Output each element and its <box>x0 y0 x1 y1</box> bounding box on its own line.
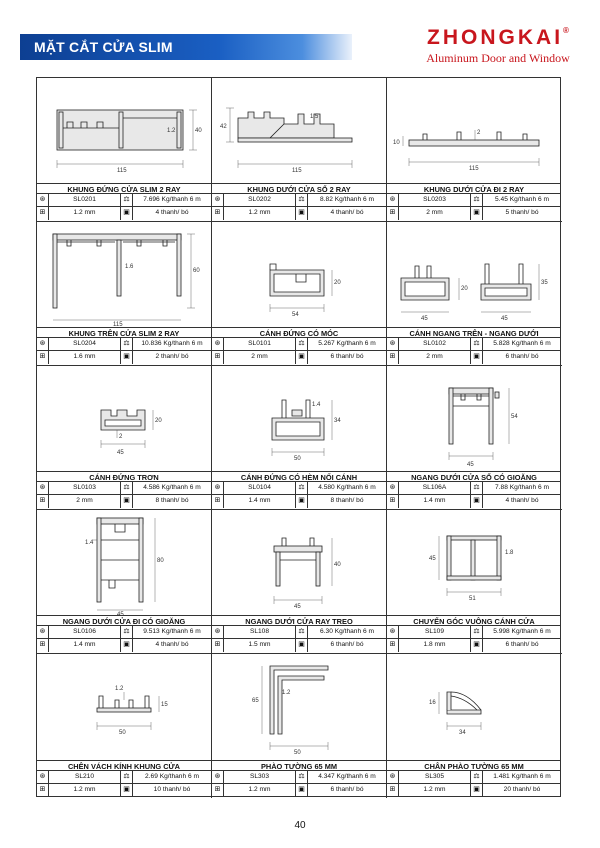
dim-label: 65 <box>252 698 259 704</box>
profile-catalog-grid <box>36 77 561 797</box>
bundle-box-icon: ▣ <box>121 495 133 508</box>
product-thickness: 1.4 mm <box>49 639 121 652</box>
scale-icon: ⚖ <box>296 626 308 638</box>
dim-label: 54 <box>292 312 299 318</box>
scale-icon: ⚖ <box>471 338 483 350</box>
product-name: NGANG DƯỚI CỬA SỔ CÓ GIOĂNG <box>387 471 561 482</box>
profile-drawing <box>212 222 386 328</box>
section-header-bar <box>20 34 352 60</box>
product-thickness: 1.2 mm <box>399 784 471 797</box>
dim-label: 50 <box>294 750 301 756</box>
product-weight: 5.45 Kg/thanh 6 m <box>495 196 549 203</box>
product-pack: 6 thanh/ bó <box>330 786 364 793</box>
product-pack: 5 thanh/ bó <box>505 209 539 216</box>
dim-label: 45 <box>421 316 428 322</box>
bundle-box-icon: ▣ <box>296 495 308 508</box>
product-weight: 7.696 Kg/thanh 6 m <box>143 196 201 203</box>
profile-drawing <box>212 654 386 760</box>
dim-label: 1.2 <box>167 128 176 134</box>
dim-label: 40 <box>334 562 341 568</box>
profile-card <box>37 510 212 654</box>
product-weight: 9.513 Kg/thanh 6 m <box>143 628 201 635</box>
scale-icon: ⚖ <box>121 626 133 638</box>
product-thickness: 1.4 mm <box>399 495 471 508</box>
product-pack: 4 thanh/ bó <box>155 209 189 216</box>
profile-drawing <box>37 510 211 616</box>
product-code: SL210 <box>49 771 121 783</box>
product-thickness: 1.6 mm <box>49 351 121 364</box>
zhongkai-logo-icon: ⊛ <box>37 482 49 494</box>
thickness-icon: ⊞ <box>37 639 49 652</box>
thickness-icon: ⊞ <box>387 495 399 508</box>
zhongkai-logo-icon: ⊛ <box>212 482 224 494</box>
dim-label: 45 <box>117 450 124 456</box>
spec-table <box>37 327 211 365</box>
profile-card <box>212 366 387 510</box>
spec-table <box>212 327 386 365</box>
spec-table <box>37 615 211 653</box>
profile-card <box>212 222 387 366</box>
spec-table <box>212 615 386 653</box>
profile-drawing <box>387 366 561 472</box>
dim-label: 54 <box>511 414 518 420</box>
product-pack: 6 thanh/ bó <box>330 353 364 360</box>
profile-card <box>387 510 562 654</box>
dim-label: 10 <box>393 140 400 146</box>
product-pack: 4 thanh/ bó <box>505 497 539 504</box>
profile-drawing <box>37 654 211 760</box>
spec-table <box>387 615 561 653</box>
dim-label: 20 <box>334 280 341 286</box>
section-title: MẶT CẮT CỬA SLIM <box>34 39 173 55</box>
spec-table <box>212 760 386 798</box>
registered-mark: ® <box>563 26 569 35</box>
profile-card <box>387 654 562 798</box>
dim-label: 40 <box>195 128 202 134</box>
scale-icon: ⚖ <box>296 771 308 783</box>
profile-drawing <box>387 654 561 760</box>
profile-drawing <box>212 510 386 616</box>
bundle-box-icon: ▣ <box>471 639 483 652</box>
product-pack: 6 thanh/ bó <box>505 353 539 360</box>
dim-label: 50 <box>119 730 126 736</box>
page-number: 40 <box>294 820 306 831</box>
bundle-box-icon: ▣ <box>471 495 483 508</box>
product-thickness: 1.8 mm <box>399 639 471 652</box>
product-code: SL108 <box>224 626 296 638</box>
zhongkai-logo-icon: ⊛ <box>387 338 399 350</box>
scale-icon: ⚖ <box>296 482 308 494</box>
product-weight: 10.836 Kg/thanh 6 m <box>141 340 203 347</box>
thickness-icon: ⊞ <box>212 784 224 797</box>
dim-label: 45 <box>467 462 474 468</box>
dim-label: 45 <box>117 612 124 616</box>
dim-label: 45 <box>429 556 436 562</box>
spec-table <box>387 183 561 221</box>
product-code: SL106A <box>399 482 471 494</box>
dim-label: 50 <box>294 456 301 462</box>
dim-label: 20 <box>155 418 162 424</box>
zhongkai-logo-icon: ⊛ <box>212 771 224 783</box>
dim-label: 1.2 <box>115 686 124 692</box>
thickness-icon: ⊞ <box>387 639 399 652</box>
product-code: SL0102 <box>399 338 471 350</box>
product-name: CHÂN PHÀO TƯỜNG 65 MM <box>387 760 561 771</box>
product-name: CÁNH ĐỨNG TRƠN <box>37 471 211 482</box>
dim-label: 115 <box>469 166 479 172</box>
product-thickness: 2 mm <box>224 351 296 364</box>
zhongkai-logo-icon: ⊛ <box>37 194 49 206</box>
dim-label: 42 <box>220 124 227 130</box>
thickness-icon: ⊞ <box>37 207 49 220</box>
zhongkai-logo-icon: ⊛ <box>387 771 399 783</box>
zhongkai-logo-icon: ⊛ <box>37 338 49 350</box>
profile-card <box>37 78 212 222</box>
bundle-box-icon: ▣ <box>296 207 308 220</box>
zhongkai-logo-icon: ⊛ <box>212 626 224 638</box>
product-code: SL0104 <box>224 482 296 494</box>
profile-drawing <box>212 78 386 184</box>
spec-table <box>212 183 386 221</box>
spec-table <box>212 471 386 509</box>
profile-card <box>37 654 212 798</box>
product-pack: 6 thanh/ bó <box>330 641 364 648</box>
scale-icon: ⚖ <box>121 482 133 494</box>
thickness-icon: ⊞ <box>387 351 399 364</box>
dim-label: 1.8 <box>505 550 514 556</box>
product-weight: 5.267 Kg/thanh 6 m <box>318 340 376 347</box>
product-name: CÁNH NGANG TRÊN - NGANG DƯỚI <box>387 327 561 338</box>
bundle-box-icon: ▣ <box>121 207 133 220</box>
spec-table <box>37 183 211 221</box>
brand-name: ZHONGKAI <box>427 26 564 49</box>
scale-icon: ⚖ <box>471 482 483 494</box>
brand-tagline: Aluminum Door and Window <box>426 51 570 65</box>
bundle-box-icon: ▣ <box>471 207 483 220</box>
product-weight: 5.998 Kg/thanh 6 m <box>493 628 551 635</box>
product-pack: 4 thanh/ bó <box>155 641 189 648</box>
dim-label: 1.4 <box>312 402 321 408</box>
bundle-box-icon: ▣ <box>296 784 308 797</box>
profile-card <box>212 78 387 222</box>
product-weight: 8.82 Kg/thanh 6 m <box>320 196 374 203</box>
dim-label: 2 <box>119 434 123 440</box>
dim-label: 15 <box>161 702 168 708</box>
product-code: SL0204 <box>49 338 121 350</box>
thickness-icon: ⊞ <box>387 207 399 220</box>
thickness-icon: ⊞ <box>212 495 224 508</box>
dim-label: 115 <box>292 168 302 174</box>
product-weight: 2.69 Kg/thanh 6 m <box>145 773 199 780</box>
dim-label: 1.2 <box>282 690 291 696</box>
product-name: NGANG DƯỚI CỬA ĐI CÓ GIOĂNG <box>37 615 211 626</box>
product-code: SL0201 <box>49 194 121 206</box>
product-pack: 6 thanh/ bó <box>505 641 539 648</box>
bundle-box-icon: ▣ <box>296 639 308 652</box>
product-code: SL303 <box>224 771 296 783</box>
dim-label: 16 <box>429 700 436 706</box>
scale-icon: ⚖ <box>471 194 483 206</box>
product-code: SL0103 <box>49 482 121 494</box>
product-code: SL0101 <box>224 338 296 350</box>
dim-label: 1.4 <box>85 540 94 546</box>
product-thickness: 1.2 mm <box>49 207 121 220</box>
dim-label: 51 <box>469 596 476 602</box>
thickness-icon: ⊞ <box>37 784 49 797</box>
product-thickness: 1.2 mm <box>224 784 296 797</box>
spec-table <box>387 760 561 798</box>
thickness-icon: ⊞ <box>212 639 224 652</box>
spec-table <box>387 471 561 509</box>
product-weight: 4.586 Kg/thanh 6 m <box>143 484 201 491</box>
product-name: CÁNH ĐỨNG CÓ MÓC <box>212 327 386 338</box>
profile-card <box>212 510 387 654</box>
product-code: SL0202 <box>224 194 296 206</box>
bundle-box-icon: ▣ <box>471 351 483 364</box>
dim-label: 60 <box>193 268 200 274</box>
product-code: SL0106 <box>49 626 121 638</box>
product-name: CHÊN VÁCH KÍNH KHUNG CỬA <box>37 760 211 771</box>
product-thickness: 1.5 mm <box>224 639 296 652</box>
product-weight: 5.828 Kg/thanh 6 m <box>493 340 551 347</box>
bundle-box-icon: ▣ <box>121 639 133 652</box>
product-weight: 4.580 Kg/thanh 6 m <box>318 484 376 491</box>
dim-label: 45 <box>294 604 301 610</box>
zhongkai-logo-icon: ⊛ <box>387 482 399 494</box>
product-name: KHUNG DƯỚI CỬA ĐI 2 RAY <box>387 183 561 194</box>
product-name: CHUYỂN GÓC VUÔNG CÁNH CỬA <box>387 615 561 626</box>
profile-drawing <box>212 366 386 472</box>
profile-drawing <box>387 222 561 328</box>
dim-label: 20 <box>461 286 468 292</box>
profile-card <box>37 222 212 366</box>
product-code: SL305 <box>399 771 471 783</box>
brand-logo <box>418 26 578 66</box>
product-weight: 4.347 Kg/thanh 6 m <box>318 773 376 780</box>
profile-drawing <box>387 510 561 616</box>
dim-label: 35 <box>541 280 548 286</box>
zhongkai-logo-icon: ⊛ <box>212 194 224 206</box>
spec-table <box>387 327 561 365</box>
spec-table <box>37 471 211 509</box>
profile-drawing <box>37 78 211 184</box>
thickness-icon: ⊞ <box>212 351 224 364</box>
product-thickness: 2 mm <box>399 207 471 220</box>
product-pack: 20 thanh/ bó <box>503 786 541 793</box>
product-pack: 8 thanh/ bó <box>330 497 364 504</box>
product-name: CÁNH ĐỨNG CÓ HÈM NỐI CÁNH <box>212 471 386 482</box>
product-weight: 6.30 Kg/thanh 6 m <box>320 628 374 635</box>
scale-icon: ⚖ <box>471 771 483 783</box>
zhongkai-logo-icon: ⊛ <box>37 771 49 783</box>
dim-label: 2 <box>477 130 481 136</box>
bundle-box-icon: ▣ <box>121 351 133 364</box>
thickness-icon: ⊞ <box>387 784 399 797</box>
profile-drawing <box>37 222 211 328</box>
zhongkai-logo-icon: ⊛ <box>387 194 399 206</box>
dim-label: 115 <box>113 322 123 328</box>
profile-drawing <box>387 78 561 184</box>
profile-drawing <box>37 366 211 472</box>
product-thickness: 1.2 mm <box>49 784 121 797</box>
profile-card <box>387 78 562 222</box>
thickness-icon: ⊞ <box>37 351 49 364</box>
profile-card <box>387 366 562 510</box>
zhongkai-logo-icon: ⊛ <box>212 338 224 350</box>
product-name: NGANG DƯỚI CỬA RAY TREO <box>212 615 386 626</box>
thickness-icon: ⊞ <box>212 207 224 220</box>
product-name: PHÀO TƯỜNG 65 MM <box>212 760 386 771</box>
product-weight: 7.88 Kg/thanh 6 m <box>495 484 549 491</box>
dim-label: 115 <box>117 168 127 174</box>
product-pack: 10 thanh/ bó <box>153 786 191 793</box>
product-pack: 2 thanh/ bó <box>155 353 189 360</box>
scale-icon: ⚖ <box>471 626 483 638</box>
product-code: SL0203 <box>399 194 471 206</box>
product-code: SL109 <box>399 626 471 638</box>
product-thickness: 2 mm <box>49 495 121 508</box>
dim-label: 45 <box>501 316 508 322</box>
spec-table <box>37 760 211 798</box>
bundle-box-icon: ▣ <box>471 784 483 797</box>
product-pack: 4 thanh/ bó <box>330 209 364 216</box>
scale-icon: ⚖ <box>121 194 133 206</box>
scale-icon: ⚖ <box>121 771 133 783</box>
thickness-icon: ⊞ <box>37 495 49 508</box>
product-weight: 1.481 Kg/thanh 6 m <box>493 773 551 780</box>
dim-label: 1.6 <box>125 264 134 270</box>
profile-card <box>387 222 562 366</box>
dim-label: 34 <box>334 418 341 424</box>
profile-card <box>212 654 387 798</box>
product-pack: 8 thanh/ bó <box>155 497 189 504</box>
product-name: KHUNG ĐỨNG CỬA SLIM 2 RAY <box>37 183 211 194</box>
dim-label: 80 <box>157 558 164 564</box>
profile-card <box>37 366 212 510</box>
product-thickness: 1.2 mm <box>224 207 296 220</box>
dim-label: 34 <box>459 730 466 736</box>
zhongkai-logo-icon: ⊛ <box>37 626 49 638</box>
bundle-box-icon: ▣ <box>121 784 133 797</box>
scale-icon: ⚖ <box>296 338 308 350</box>
product-name: KHUNG DƯỚI CỬA SỔ 2 RAY <box>212 183 386 194</box>
product-thickness: 1.4 mm <box>224 495 296 508</box>
product-name: KHUNG TRÊN CỬA SLIM 2 RAY <box>37 327 211 338</box>
bundle-box-icon: ▣ <box>296 351 308 364</box>
scale-icon: ⚖ <box>296 194 308 206</box>
dim-label: 1.5 <box>310 114 319 120</box>
scale-icon: ⚖ <box>121 338 133 350</box>
zhongkai-logo-icon: ⊛ <box>387 626 399 638</box>
product-thickness: 2 mm <box>399 351 471 364</box>
